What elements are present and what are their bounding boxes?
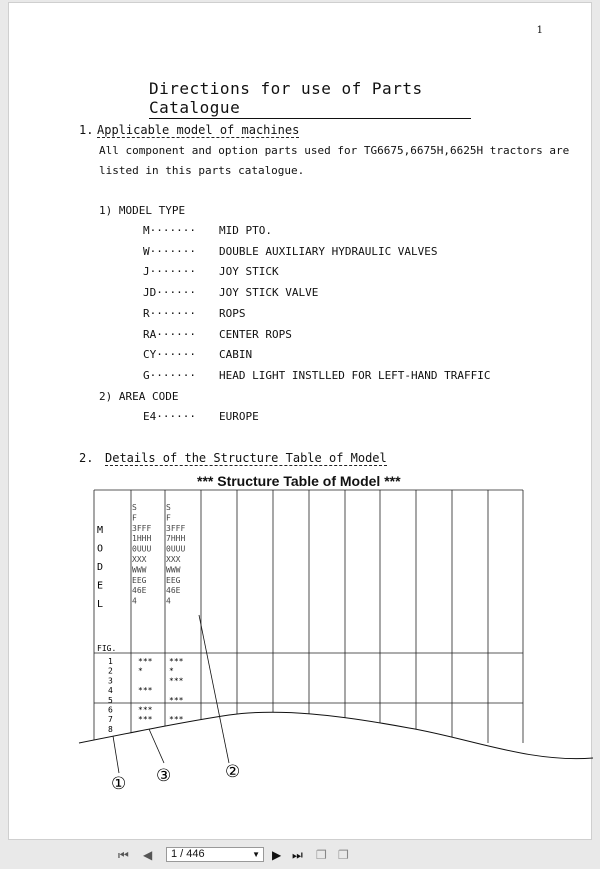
fig-number: 6 <box>108 705 113 715</box>
model-letter: E <box>97 580 104 592</box>
structure-table-diagram <box>9 3 593 841</box>
document-page <box>8 2 592 840</box>
column-header-text: 3FFF <box>132 523 152 533</box>
fig-label: FIG. <box>97 644 117 653</box>
model-type-description: ROPS <box>219 306 246 320</box>
fig-number: 4 <box>108 686 113 696</box>
fig-number: 7 <box>108 715 113 725</box>
two-page-view-icon[interactable]: ❐ <box>338 848 349 862</box>
model-type-description: HEAD LIGHT INSTLLED FOR LEFT-HAND TRAFFIC <box>219 368 491 382</box>
column-header-text: EEG <box>166 575 181 585</box>
callout-number: ① <box>111 774 127 794</box>
column-header-text: F <box>166 513 171 523</box>
column-header-text: 7HHH <box>166 534 186 544</box>
section1-line1: All component and option parts used for TG6675,6675H,6625H tractors are <box>99 144 570 157</box>
fig-mark: * <box>138 666 143 676</box>
area-code-item-code: E4······ <box>143 410 196 423</box>
area-code-heading: 2) AREA CODE <box>99 390 179 403</box>
model-type-code: JD······ <box>143 286 196 300</box>
structure-table-grid <box>94 490 523 743</box>
section2-heading: Details of the Structure Table of Model <box>105 451 387 465</box>
model-type-description: CENTER ROPS <box>219 327 292 341</box>
callout-leader <box>113 736 119 773</box>
chevron-down-icon[interactable]: ▼ <box>252 850 260 859</box>
model-type-heading: 1) MODEL TYPE <box>99 204 186 217</box>
fig-mark: *** <box>138 686 153 696</box>
fig-number: 1 <box>108 657 113 666</box>
column-header-text: S <box>166 503 171 512</box>
column-header-text: 46E <box>166 586 181 596</box>
fig-number: 2 <box>108 666 113 676</box>
callout-leader <box>199 615 229 763</box>
fig-number: 3 <box>108 676 113 686</box>
fig-mark: *** <box>169 657 184 666</box>
area-code-item-desc: EUROPE <box>219 410 259 423</box>
model-type-code: R······· <box>143 306 196 320</box>
column-header-text: 0UUU <box>132 544 152 554</box>
column-header-text: F <box>132 513 137 523</box>
fig-number: 5 <box>108 695 113 705</box>
callout-number: ② <box>225 762 241 782</box>
model-type-code: M······· <box>143 224 196 237</box>
column-header-text: 46E <box>132 586 147 596</box>
page-number: 1 <box>536 25 543 36</box>
fig-mark: *** <box>169 676 184 686</box>
section2-number: 2. <box>79 451 94 465</box>
model-type-description: JOY STICK <box>219 265 279 279</box>
column-header-text: S <box>132 503 137 512</box>
page-title: Directions for use of Parts Catalogue <box>149 79 471 119</box>
fig-number: 8 <box>108 724 113 734</box>
fig-mark: *** <box>138 657 153 666</box>
model-type-description: DOUBLE AUXILIARY HYDRAULIC VALVES <box>219 244 438 258</box>
model-type-code: G······· <box>143 368 196 382</box>
callout-leader <box>149 729 164 763</box>
model-letter: O <box>97 543 104 555</box>
column-header-text: WWW <box>132 565 147 575</box>
fig-mark: *** <box>138 715 153 725</box>
model-type-description: JOY STICK VALVE <box>219 286 319 300</box>
column-header-text: XXX <box>132 555 147 564</box>
first-page-icon[interactable]: ⏮ <box>118 848 129 862</box>
model-letter: M <box>97 525 104 536</box>
column-header-text: EEG <box>132 575 147 585</box>
model-type-code: W······· <box>143 244 196 258</box>
section1-line2: listed in this parts catalogue. <box>99 164 305 177</box>
model-type-code: RA······ <box>143 327 196 341</box>
section1-number: 1. <box>79 123 94 137</box>
last-page-icon[interactable]: ⏭ <box>292 848 303 862</box>
model-letter: D <box>97 562 104 573</box>
column-header-text: WWW <box>166 565 181 575</box>
model-type-code: J······· <box>143 265 196 279</box>
callout-number: ③ <box>156 766 172 786</box>
fig-mark: *** <box>138 705 153 715</box>
previous-page-icon[interactable]: ◀ <box>143 848 153 862</box>
column-header-text: 0UUU <box>166 544 186 554</box>
model-type-description: CABIN <box>219 348 253 362</box>
single-page-view-icon[interactable]: ❐ <box>316 848 327 862</box>
column-header-text: XXX <box>166 555 181 564</box>
model-type-description: MID PTO. <box>219 224 272 237</box>
structure-table-title: *** Structure Table of Model *** <box>197 473 401 489</box>
column-header-text: 1HHH <box>132 534 152 544</box>
model-type-code: CY······ <box>143 348 196 362</box>
fig-mark: *** <box>169 715 184 725</box>
page-number-field[interactable] <box>166 847 264 862</box>
section1-heading: Applicable model of machines <box>97 123 300 137</box>
column-header-text: 3FFF <box>166 523 186 533</box>
column-header-text: 4 <box>166 596 171 606</box>
viewer-toolbar <box>0 842 600 869</box>
next-page-icon[interactable]: ▶ <box>272 848 282 862</box>
break-curve <box>79 712 593 758</box>
fig-mark: * <box>169 666 174 676</box>
column-header-text: 4 <box>132 596 137 606</box>
page-number-value: 1 / 446 <box>171 848 205 860</box>
model-letter: L <box>97 599 104 610</box>
fig-mark: *** <box>169 695 184 705</box>
